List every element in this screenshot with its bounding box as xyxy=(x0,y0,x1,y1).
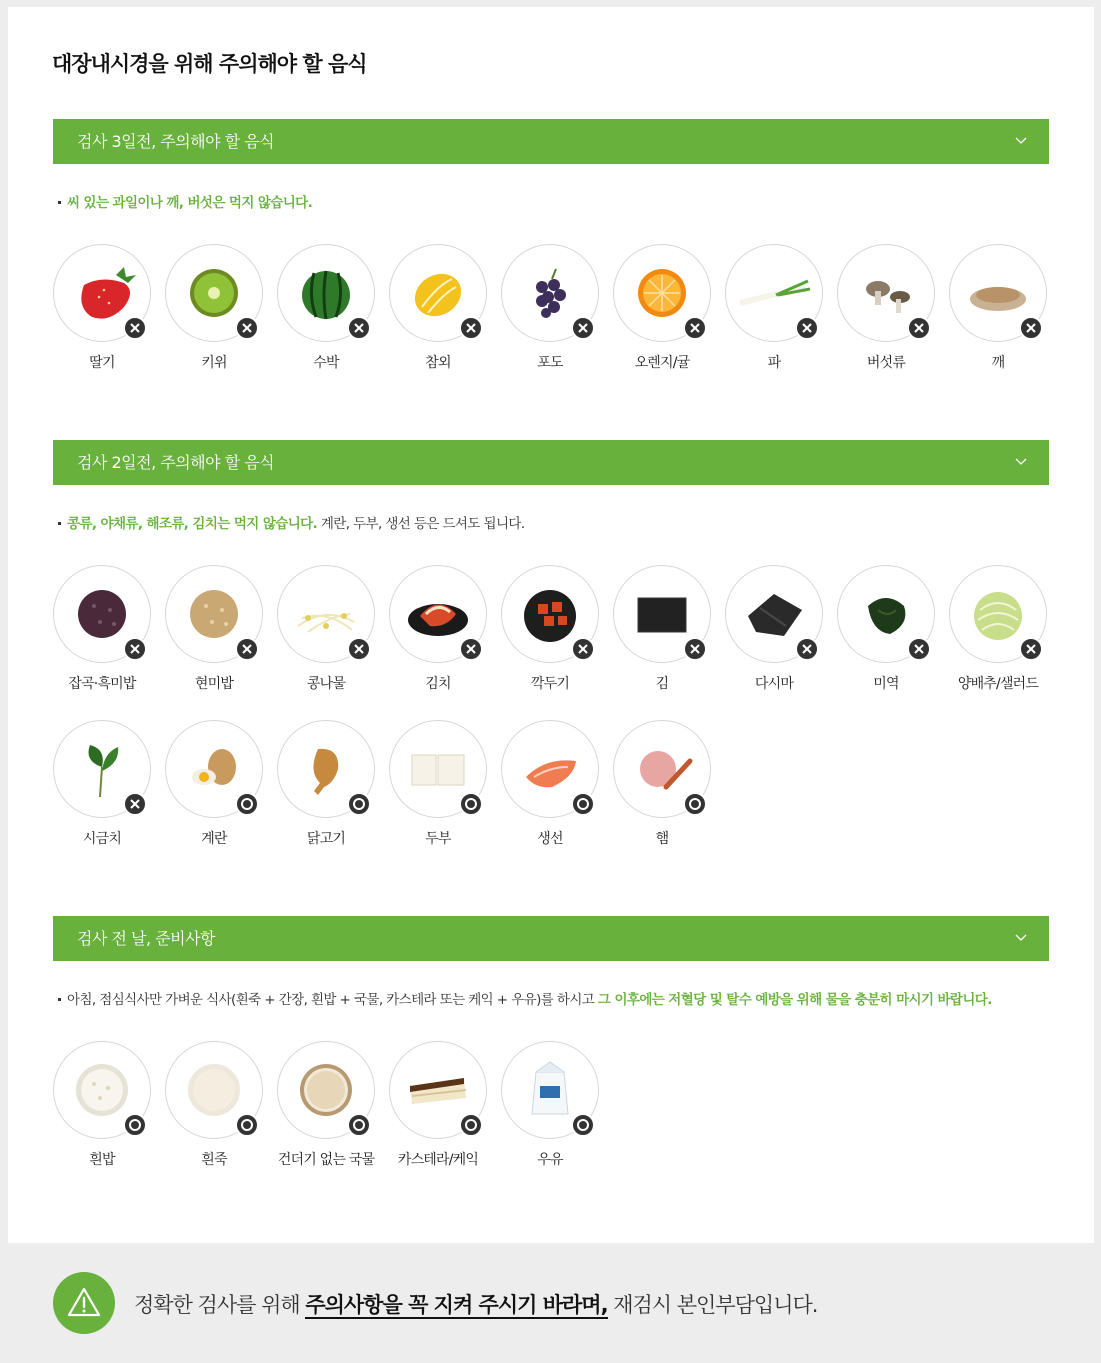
allowed-mark-icon xyxy=(459,792,483,816)
food-label: 포도 xyxy=(537,355,563,371)
chevron-down-icon xyxy=(1015,455,1027,467)
forbidden-mark-icon xyxy=(459,637,483,661)
food-label: 흰죽 xyxy=(201,1152,227,1168)
forbidden-mark-icon xyxy=(235,316,259,340)
food-item xyxy=(613,720,713,850)
food-label: 닭고기 xyxy=(306,831,346,847)
food-item xyxy=(501,565,601,695)
food-label: 키위 xyxy=(201,355,227,371)
allowed-mark-icon xyxy=(571,792,595,816)
food-item xyxy=(389,1041,489,1171)
forbidden-mark-icon xyxy=(571,316,595,340)
food-item xyxy=(53,565,153,695)
food-item xyxy=(53,244,153,374)
food-label: 깨 xyxy=(991,355,1005,371)
forbidden-mark-icon xyxy=(347,316,371,340)
food-item xyxy=(277,565,377,695)
section-note: 콩류, 야채류, 해조류, 김치는 먹지 않습니다. 계란, 두부, 생선 등은 드셔도 됩니다. xyxy=(58,512,525,532)
food-label: 우유 xyxy=(537,1152,563,1168)
food-label: 잡곡·흑미밥 xyxy=(68,676,136,692)
section-title: 검사 2일전, 주의해야 할 음식 xyxy=(77,453,275,472)
food-item xyxy=(165,244,265,374)
forbidden-mark-icon xyxy=(683,637,707,661)
food-label: 깍두기 xyxy=(530,676,570,692)
page-title: 대장내시경을 위해 주의해야 할 음식 xyxy=(52,52,367,76)
section-note: 아침, 점심식사만 가벼운 식사(흰죽 + 간장, 흰밥 + 국물, 카스테라 또는 케익 + 우유)를 하시고 그 이후에는 저혈당 및 탈수 예방을 위해 물을 충분히 마시기 바랍니다. xyxy=(58,988,992,1008)
food-label: 햄 xyxy=(655,831,669,847)
section-header-3days[interactable] xyxy=(53,119,1049,164)
food-item xyxy=(725,244,825,374)
food-label: 미역 xyxy=(873,676,899,692)
section-title: 검사 전 날, 준비사항 xyxy=(77,929,215,948)
forbidden-mark-icon xyxy=(907,316,931,340)
food-item xyxy=(949,565,1049,695)
allowed-mark-icon xyxy=(123,1113,147,1137)
food-label: 버섯류 xyxy=(866,355,906,371)
forbidden-mark-icon xyxy=(795,637,819,661)
food-label: 양배추/샐러드 xyxy=(957,676,1039,692)
allowed-mark-icon xyxy=(571,1113,595,1137)
footer-notice: 정확한 검사를 위해 주의사항을 꼭 지켜 주시기 바라며, 재검시 본인부담입니다. xyxy=(134,1293,818,1317)
bullet xyxy=(58,201,61,204)
allowed-mark-icon xyxy=(235,1113,259,1137)
food-label: 건더기 없는 국물 xyxy=(277,1152,375,1168)
food-label: 두부 xyxy=(425,831,451,847)
forbidden-mark-icon xyxy=(683,316,707,340)
food-label: 생선 xyxy=(537,831,563,847)
food-item xyxy=(501,1041,601,1171)
food-label: 콩나물 xyxy=(306,676,346,692)
forbidden-mark-icon xyxy=(1019,316,1043,340)
food-item xyxy=(53,720,153,850)
food-label: 흰밥 xyxy=(89,1152,115,1168)
food-label: 수박 xyxy=(313,355,339,371)
food-label: 오렌지/귤 xyxy=(634,355,690,371)
forbidden-mark-icon xyxy=(907,637,931,661)
food-item xyxy=(277,1041,377,1171)
food-item xyxy=(501,244,601,374)
section-header-2days[interactable] xyxy=(53,440,1049,485)
food-label: 김 xyxy=(655,676,669,692)
allowed-mark-icon xyxy=(459,1113,483,1137)
food-item xyxy=(165,1041,265,1171)
food-item xyxy=(725,565,825,695)
food-item xyxy=(165,565,265,695)
forbidden-mark-icon xyxy=(123,637,147,661)
allowed-mark-icon xyxy=(235,792,259,816)
food-item xyxy=(389,720,489,850)
forbidden-mark-icon xyxy=(795,316,819,340)
food-label: 시금치 xyxy=(82,831,122,847)
food-item xyxy=(389,565,489,695)
chevron-down-icon xyxy=(1015,134,1027,146)
forbidden-mark-icon xyxy=(123,792,147,816)
forbidden-mark-icon xyxy=(571,637,595,661)
food-label: 현미밥 xyxy=(194,676,234,692)
section-title: 검사 3일전, 주의해야 할 음식 xyxy=(77,132,275,151)
food-label: 카스테라/케익 xyxy=(397,1152,479,1168)
food-label: 계란 xyxy=(201,831,227,847)
bullet xyxy=(58,998,61,1001)
section-header-day-before[interactable] xyxy=(53,916,1049,961)
food-item xyxy=(501,720,601,850)
food-item xyxy=(165,720,265,850)
allowed-mark-icon xyxy=(347,792,371,816)
food-item xyxy=(53,1041,153,1171)
food-item xyxy=(277,720,377,850)
food-label: 파 xyxy=(767,355,781,371)
forbidden-mark-icon xyxy=(235,637,259,661)
forbidden-mark-icon xyxy=(347,637,371,661)
food-label: 참외 xyxy=(425,355,451,371)
food-item xyxy=(389,244,489,374)
food-item xyxy=(613,565,713,695)
food-item xyxy=(837,565,937,695)
food-item xyxy=(837,244,937,374)
food-label: 딸기 xyxy=(89,355,115,371)
warning-icon xyxy=(53,1272,115,1334)
food-label: 김치 xyxy=(425,676,451,692)
allowed-mark-icon xyxy=(683,792,707,816)
food-item xyxy=(949,244,1049,374)
food-item xyxy=(277,244,377,374)
allowed-mark-icon xyxy=(347,1113,371,1137)
food-item xyxy=(613,244,713,374)
bullet xyxy=(58,522,61,525)
forbidden-mark-icon xyxy=(123,316,147,340)
forbidden-mark-icon xyxy=(1019,637,1043,661)
section-note: 씨 있는 과일이나 깨, 버섯은 먹지 않습니다. xyxy=(58,191,312,211)
chevron-down-icon xyxy=(1015,931,1027,943)
food-label: 다시마 xyxy=(754,676,794,692)
forbidden-mark-icon xyxy=(459,316,483,340)
